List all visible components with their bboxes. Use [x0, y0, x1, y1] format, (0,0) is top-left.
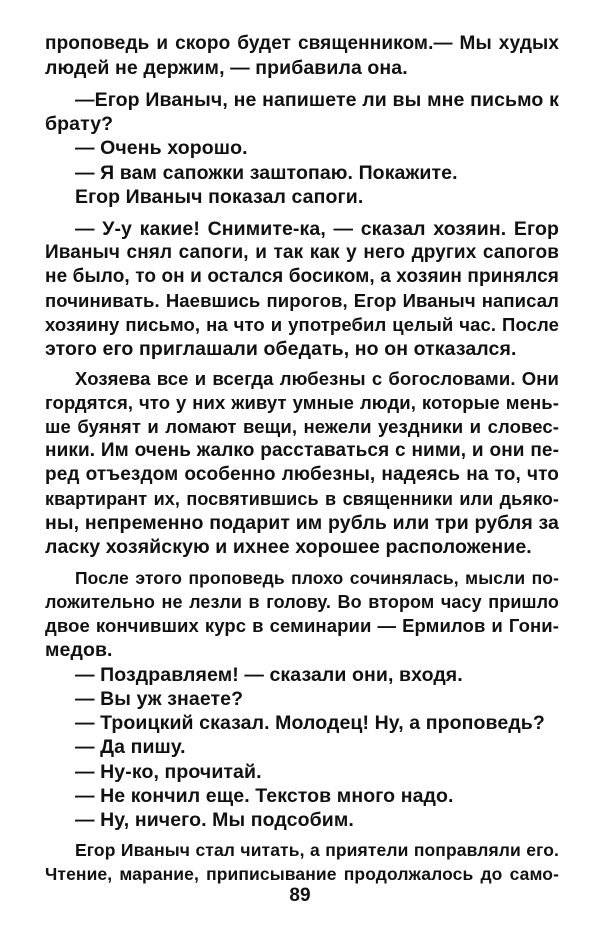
text-line: Егор Иваныч стал читать, а приятели поправляли его. [75, 840, 559, 860]
text-line: проповедь и скоро будет священником.— Мы худых [45, 33, 559, 54]
text-line: двое кончивших курс в семинарии — Ермилов и Гони- [45, 615, 559, 636]
text-line: Иваныч снял сапоги, и так как у него других сапогов [45, 242, 559, 263]
text-line: — Очень хорошо. [75, 137, 248, 159]
text-line: Хозяева все и всегда любезны с богословами. Они [75, 368, 559, 389]
text-line: — Ну-ко, прочитай. [75, 761, 262, 783]
text-line: ред отъездом особенно любезны, надеясь на то, что [45, 464, 559, 485]
text-line: квартирант их, посвятившись в священники или дьяко- [45, 489, 559, 509]
text-line: починивать. Наевшись пирогов, Егор Иваныч написал [45, 290, 559, 311]
text-line: — Не кончил еще. Текстов много надо. [75, 785, 454, 807]
text-line: хозяину письмо, на что и употребил целый час. После [45, 314, 559, 335]
page-number: 89 [289, 885, 311, 906]
text-line: этого его приглашали обедать, но он отказался. [45, 338, 517, 360]
text-line: — У-у какие! Снимите-ка, — сказал хозяин. Егор [75, 218, 559, 240]
page-text-block [45, 30, 559, 920]
text-line: — Ну, ничего. Мы подсобим. [75, 809, 354, 831]
text-line: —Егор Иваныч, не напишете ли вы мне письмо к [75, 89, 559, 111]
text-line: гордятся, что у них живут умные люди, которые мень- [45, 392, 559, 413]
text-line: — Я вам сапожки заштопаю. Покажите. [75, 162, 458, 184]
text-line: ше буянят и ломают вещи, нежели уездники и словес- [45, 416, 559, 437]
text-line: — Троицкий сказал. Молодец! Ну, а проповедь? [75, 712, 545, 734]
text-line: не было, то он и остался босиком, а хозяин принялся [45, 266, 559, 287]
text-line: ны, непременно подарит им рубль или три рубля за [45, 512, 559, 534]
text-line: брату? [45, 113, 114, 135]
text-line: людей не держим, — прибавила она. [45, 57, 408, 79]
text-line: ложительно не лезли в голову. Во втором часу пришло [45, 592, 559, 612]
text-line: медов. [45, 639, 113, 661]
text-line: — Вы уж знаете? [75, 688, 244, 710]
text-line: ласку хозяйскую и ихнее хорошее расположение. [45, 536, 532, 558]
text-line: — Да пишу. [75, 736, 186, 758]
text-line: После этого проповедь плохо сочинялась, мысли по- [75, 568, 559, 588]
text-line: ники. Им очень жалко расставаться с ними, и они пе- [45, 440, 559, 461]
text-line: Чтение, марание, приписывание продолжалось до само- [45, 864, 559, 884]
text-line: — Поздравляем! — сказали они, входя. [75, 664, 463, 686]
text-line: Егор Иваныч показал сапоги. [75, 186, 364, 208]
